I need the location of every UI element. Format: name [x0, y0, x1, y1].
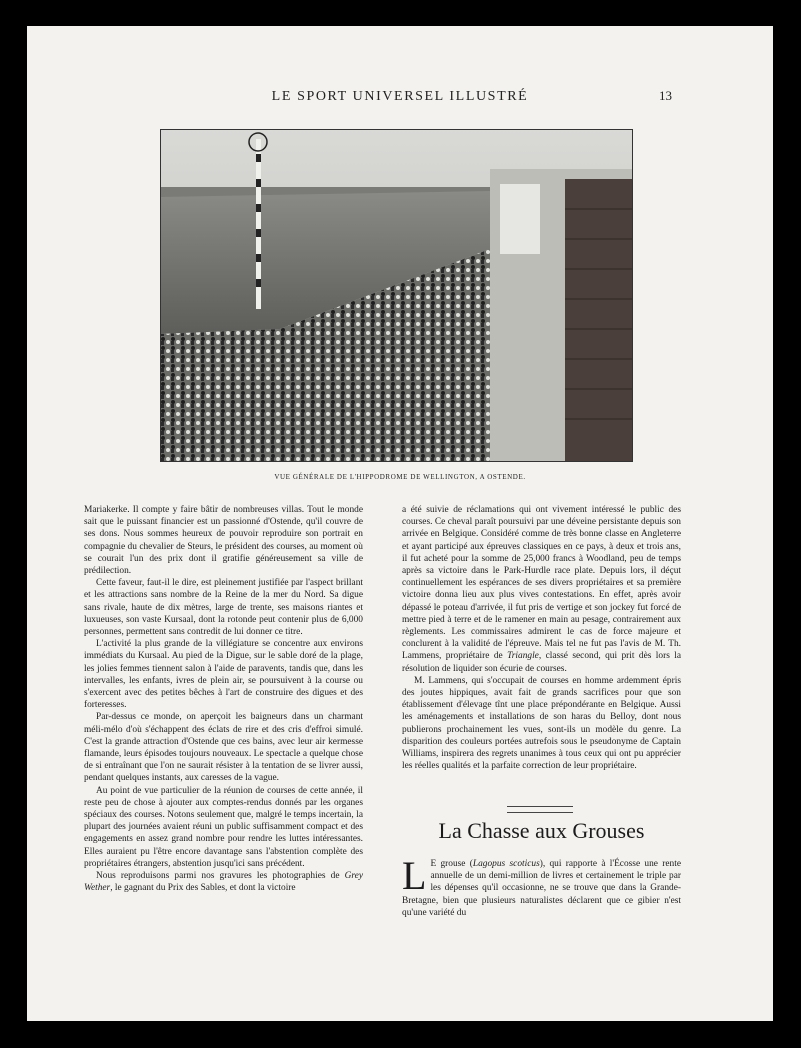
text-run: a été suivie de réclamations qui ont vivement intéressé le public des courses. Ce cheval paraît poursuivi par une déveine persistante depuis son arrivée en Belgique. Considéré comme de très bonne classe en Angleterre et ayant participé aux épreuves classiques en ce pays, à deux et trois ans, il fut acheté pour la somme de 25,000 francs à Woodland, peu de temps après sa victoire dans le Park-Hurdle race plate. Depuis lors, il déçut continuellement les espérances de ses divers propriétaires et sa première victoire donna lieu aux plus vives contestations. En effet, après avoir dépassé le poteau d'arrivée, il fut pris de vertige et son jockey fut forcé de mettre pied à terre et de le ramener en main au pesage, contrairement aux règlements. Les commissaires admirent le cas de force majeure et conclurent à la validité de l'épreuve. Mais tel ne fut pas l'avis de M. Th. Lammens, propriétaire de [402, 505, 681, 662]
paragraph [402, 504, 681, 675]
horse-name: Grey Wether [84, 871, 363, 894]
section-title: La Chasse aux Grouses [438, 818, 645, 843]
section-body [402, 853, 681, 919]
paragraph: M. Lammens, qui s'occupait de courses en homme ardemment épris des joutes hippiques, avait fait de grands sacrifices pour que son établissement d'élevage tînt une place prépondérante en Belgique. Aussi les aménagements et installations de son haras du Belloy, dont nous publierons prochainement les vues, sont-ils un modèle du genre. La disparition des couleurs portées autrefois sous le pseudonyme de Captain Williams, inspirera des regrets unanimes à tous ceux qui ont pu apprécier les réelles qualités et la parfaite correction de leur propriétaire. [402, 675, 681, 772]
page-number: 13 [659, 88, 672, 103]
paragraph: Mariakerke. Il compte y faire bâtir de nombreuses villas. Tout le monde sait que le puissant financier est un passionné d'Ostende, qu'il couvre de ses dons. Nous sommes heureux de pouvoir reproduire son portrait en compagnie du chevalier de Steurs, le président des courses, au moment où se courait l'un des prix dont il gratifie généreusement sa ville de prédilection. [84, 505, 363, 577]
paragraph: L'activité la plus grande de la villégiature se concentre aux environs immédiats du Kursaal. Au pied de la Digue, sur le sable doré de la plage, les jolies femmes tiennent salon à l'aide de paravents, tandis que, dans les intervalles, les enfants, ivres de plein air, se poursuivent à la course ou s'exercent avec des petites bêches à l'art de construire des digues et des forteresses. [84, 639, 363, 711]
horse-name: Triangle [507, 651, 539, 662]
drop-cap: L [402, 853, 427, 898]
text-run: , le gagnant du Prix des Sables, et dont la victoire [110, 883, 296, 894]
section-divider [507, 806, 573, 813]
photo-caption: VUE GÉNÉRALE DE L'HIPPODROME DE WELLINGTON, A OSTENDE. [274, 473, 526, 481]
right-column [402, 504, 681, 772]
racecourse-photograph [160, 129, 633, 462]
paragraph: Cette faveur, faut-il le dire, est pleinement justifiée par l'aspect brillant et les attractions sans nombre de la Reine de la mer du Nord. Sa digue sans rivale, haute de dix mètres, large de trente, ses maisons riantes et luxueuses, son vaste Kursaal, dont la rotonde peut contenir plus de 6,000 personnes, permettent sans contredit de lui donner ce titre. [84, 578, 363, 638]
running-head: LE SPORT UNIVERSEL ILLUSTRÉ [271, 89, 529, 104]
text-run: , classé second, qui prit dès lors la résolution de liquider son écurie de courses. [402, 651, 681, 674]
paragraph: Par-dessus ce monde, on aperçoit les baigneurs dans un charmant méli-mélo d'où s'échappent des éclats de rire et des cris d'effroi simulé. C'est la grande attraction d'Ostende que ces bains, avec leur air kermesse flamande, leurs épisodes toujours nouveaux. Le spectacle a quelque chose de si entraînant que l'on ne saurait résister à la tentation de se livrer aussi, pendant quelques instants, aux caresses de la vague. [84, 712, 363, 784]
magazine-page [27, 26, 773, 1021]
left-column [84, 504, 363, 895]
paragraph [84, 870, 363, 894]
text-run: ), qui rapporte à l'Écosse une rente annuelle de un demi-million de livres et certainement le triple par les dépenses qu'il occasionne, ne se trouve que dans la Grande-Bretagne, bien que plusieurs naturalistes déclarent que ce gibier n'est qu'une variété du [402, 859, 681, 918]
text-run: E grouse ( [430, 859, 473, 869]
text-run: Nous reproduisons parmi nos gravures les photographies de [96, 871, 345, 882]
racecourse-photo-illustration [160, 129, 633, 462]
paragraph: Au point de vue particulier de la réunion de courses de cette année, il reste peu de chose à ajouter aux comptes-rendus donnés par les organes spéciaux des courses. Notons seulement que, malgré le temps incertain, la plupart des journées avaient réuni un public suffisamment compact et des engagements en assez grand nombre pour rendre les luttes intéressantes. Elles auraient pu l'être encore davantage sans l'abstention complète des propriétaires étrangers, abstention jusqu'ici sans précédent. [84, 785, 363, 869]
latin-name: Lagopus scoticus [472, 859, 540, 869]
